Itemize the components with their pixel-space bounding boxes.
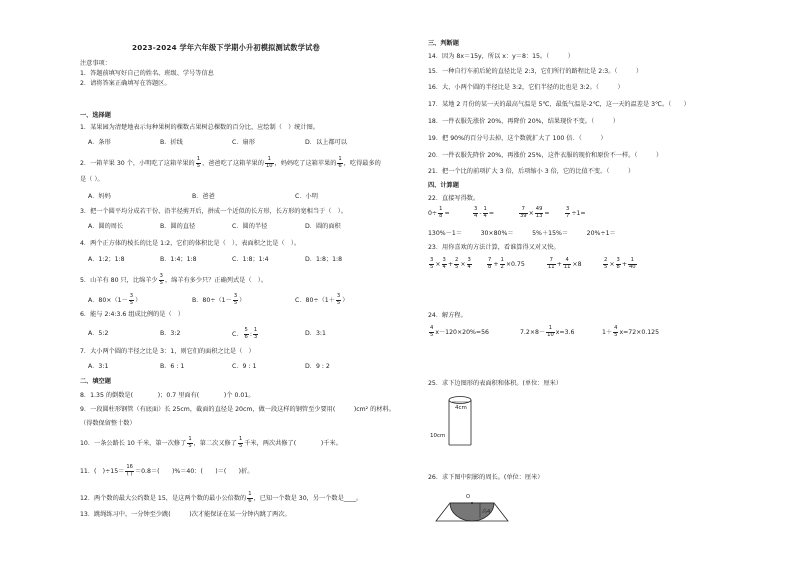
equation-3: 1＋ $\frac{4}{5}$ x=72×0.125 bbox=[602, 325, 660, 338]
calc23-item-2: $\frac{7}{8}$ + $\frac{1}{2}$ ×0.75 bbox=[488, 257, 525, 270]
q3-option-b: B．圆的直径 bbox=[160, 223, 196, 230]
calc-row-2: 130%－1＝ 30×80%＝ 5%＋15%＝ 20%÷1＝ bbox=[428, 230, 616, 237]
calc23-item-3: $\frac{7}{11}$ + $\frac{4}{11}$ ×8 bbox=[548, 257, 582, 270]
section-fill: 二、填空题 bbox=[80, 378, 111, 385]
q4-option-a: A．1:2；1:8 bbox=[88, 256, 125, 263]
q6-option-d: D．3:1 bbox=[305, 330, 326, 337]
question-16: 16．大、小两个圆的半径比是 3:2，它们半径的比也是 3:2。（ ） bbox=[428, 84, 624, 91]
equation-1: $\frac{4}{5}$ x－120×20%=56 bbox=[430, 325, 489, 338]
q7-option-d: D．9 : 2 bbox=[305, 363, 330, 370]
question-17: 17．某地 2 月份的某一天的最高气温是 5℃，最低气温是-2℃，这一天的温差是 3℃。（ ） bbox=[428, 101, 690, 108]
question-8: 8．1.35 的倒数是( )；0.7 里面有( )个 0.01。 bbox=[80, 392, 255, 399]
question-14: 14．因为 8x＝15y，所以 x：y＝8：15。（ ） bbox=[428, 53, 574, 60]
q1-option-c: C．扇形 bbox=[232, 139, 255, 146]
question-12: 12．两个数的最大公约数是 15，是这两个数的最小公倍数的 $\frac{1}{6}$ ，已知一个数是 30，另一个数是____。 bbox=[80, 491, 363, 504]
calc23-item-4: $\frac{2}{5}$ × $\frac{3}{8}$ + $\frac{1}{40}$ bbox=[604, 257, 636, 270]
cylinder-diameter-label: 4cm bbox=[455, 405, 467, 411]
question-21: 21．把一个比的前项扩大 3 倍，后项缩小 3 倍，它的比值不变。（ ） bbox=[428, 168, 635, 175]
calc23-item-1: $\frac{3}{5}$ × $\frac{3}{4}$ + $\frac{2}{5}$ × $\frac{3}{4}$ bbox=[430, 257, 471, 270]
question-1: 1．某果园为清楚地表示每种果树的棵数占果树总棵数的百分比，应绘制（ ）统计图。 bbox=[80, 124, 320, 131]
q2-option-c: C．小明 bbox=[295, 193, 318, 200]
q5-option-a: A．80×（1－ $\frac{3}{5}$ ） bbox=[88, 293, 142, 306]
q5-option-b: B．80÷（1－ $\frac{3}{5}$ ） bbox=[192, 293, 246, 306]
calc-item-1: 0÷ $\frac{1}{8}$ = bbox=[428, 206, 450, 219]
question-11: 11．( )÷15＝ $\frac{16}{( )}$ ＝0.8＝( )%＝40：( )＝( )折。 bbox=[80, 464, 254, 477]
center-label: O bbox=[466, 494, 470, 500]
semicircle-figure bbox=[428, 490, 518, 524]
q2-option-a: A．妈妈 bbox=[88, 193, 111, 200]
question-9: 9．一段圆柱形钢管（有底面）长 25cm，截面的直径是 20cm，做一段这样的钢管至少要用( )cm² 的材料。 bbox=[80, 406, 395, 413]
q1-option-a: A．条形 bbox=[88, 139, 111, 146]
question-7: 7．大小两个圆的半径之比是 3：1，则它们的面积之比是（ ） bbox=[80, 348, 255, 355]
question-18: 18．一件衣服先涨价 20%，再降价 20%，结果现价不变。（ ） bbox=[428, 118, 619, 125]
question-19: 19．把 90%的百分号去掉，这个数就扩大了 100 倍．（ ） bbox=[428, 135, 607, 142]
q3-option-a: A．圆的周长 bbox=[88, 223, 124, 230]
q2-option-b: B．爸爸 bbox=[192, 193, 215, 200]
calc-item-2: $\frac{3}{4}$ - $\frac{1}{4}$ = bbox=[474, 206, 495, 219]
note-2: 2．请将答案正确填写在答题区。 bbox=[80, 80, 171, 87]
question-20: 20．一件衣服先降价 20%，再涨价 25%，这件衣服的现价和原价不一样。（ ） bbox=[428, 152, 663, 159]
section-calc: 四、计算题 bbox=[428, 182, 459, 189]
height-label: 高4 bbox=[482, 509, 491, 515]
section-judge: 三、判断题 bbox=[428, 40, 459, 47]
q1-option-d: D．以上都可以 bbox=[305, 139, 347, 146]
q7-option-b: B．6 : 1 bbox=[160, 363, 185, 370]
q1-option-b: B．折线 bbox=[160, 139, 183, 146]
q4-option-c: C．1:8；1:4 bbox=[232, 256, 269, 263]
question-24: 24．解方程。 bbox=[428, 312, 467, 319]
q6-option-b: B．3:2 bbox=[160, 330, 181, 337]
q6-option-c: C． $\frac{5}{6}$ : $\frac{1}{3}$ bbox=[232, 327, 258, 340]
question-26: 26．求下图中阴影的周长。(单位：厘米） bbox=[428, 474, 544, 481]
q7-option-a: A．3:1 bbox=[88, 363, 109, 370]
calc-item-4: $\frac{3}{7}$ ÷1= bbox=[566, 206, 586, 219]
q3-option-c: C．圆的半径 bbox=[232, 223, 268, 230]
fraction: $\frac{1}{5}$ bbox=[196, 156, 201, 169]
notes-heading: 注意事项： bbox=[80, 60, 111, 67]
question-25: 25．求下边图形的表面积和体积。(单位：厘米） bbox=[428, 380, 563, 387]
q4-option-d: D．1:8；1:8 bbox=[305, 256, 343, 263]
note-1: 1．答题前填写好自己的姓名、班级、学号等信息 bbox=[80, 70, 214, 77]
q7-option-c: C．9 : 1 bbox=[232, 363, 257, 370]
question-13: 13．跳绳练习中，一分钟至少跳( )次才能保证在某一分钟内跳了两次。 bbox=[80, 511, 291, 518]
cylinder-figure bbox=[428, 393, 478, 451]
question-9-tail: （得数保留整十数） bbox=[80, 420, 136, 427]
exam-title: 2023-2024 学年六年级下学期小升初模拟测试数学试卷 bbox=[132, 43, 320, 52]
fraction: $\frac{1}{6}$ bbox=[338, 156, 342, 169]
cylinder-height-label: 10cm bbox=[430, 433, 446, 439]
q5-option-c: C．80÷（1＋ $\frac{3}{5}$ ） bbox=[295, 293, 349, 306]
fraction: $\frac{3}{5}$ bbox=[159, 273, 163, 286]
question-3: 3．把一个圆平均分成若干份，沿半径剪开后，拼成一个近似的长方形，长方形的宽相当于（ ）。 bbox=[80, 208, 347, 215]
q4-option-b: B．1:4；1:8 bbox=[160, 256, 197, 263]
question-15: 15．一种自行车前后轮的直径比是 2:3，它们所行的路程比是 2:3。（ ） bbox=[428, 68, 643, 75]
question-5: 5．山羊有 80 只，比绵羊少 $\frac{3}{5}$ ，绵羊有多少只？正确列式是（ ）。 bbox=[80, 273, 268, 286]
calc-item-3: $\frac{7}{39}$ × $\frac{49}{13}$ = bbox=[520, 206, 550, 219]
equation-2: 7.2×8－ $\frac{1}{10}$ x=3.6 bbox=[520, 325, 575, 338]
q6-option-a: A．5:2 bbox=[88, 330, 109, 337]
question-2-tail: 是（ ）。 bbox=[80, 176, 104, 183]
fraction: $\frac{1}{10}$ bbox=[265, 156, 273, 169]
q3-option-d: D．圆的面积 bbox=[305, 223, 341, 230]
question-4: 4．两个正方体的棱长的比是 1:2，它们的体积比是（ ），表面积之比是（ ）。 bbox=[80, 240, 301, 247]
question-23: 23．用你喜欢的方法计算，看谁算得又对又快。 bbox=[428, 244, 560, 251]
question-6: 6．能与 2:4:3.6 组成比例的是（ ） bbox=[80, 311, 185, 318]
question-10: 10．一条公路长 10 千米，第一次修了 $\frac{1}{5}$ ，第二次又修了 $\frac{1}{5}$ 千米，两次共修了( )千米。 bbox=[80, 436, 342, 449]
question-22: 22．直接写得数。 bbox=[428, 195, 480, 202]
question-2: 2．一箱苹果 30 个，小明吃了这箱苹果的 $\frac{1}{5}$ ，爸爸吃了这箱苹果的 $\frac{1}{10}$ ，妈妈吃了这箱苹果的 $\frac{1}{6}$ ，吃得最多的 bbox=[80, 156, 381, 169]
section-choice: 一、选择题 bbox=[80, 112, 111, 119]
